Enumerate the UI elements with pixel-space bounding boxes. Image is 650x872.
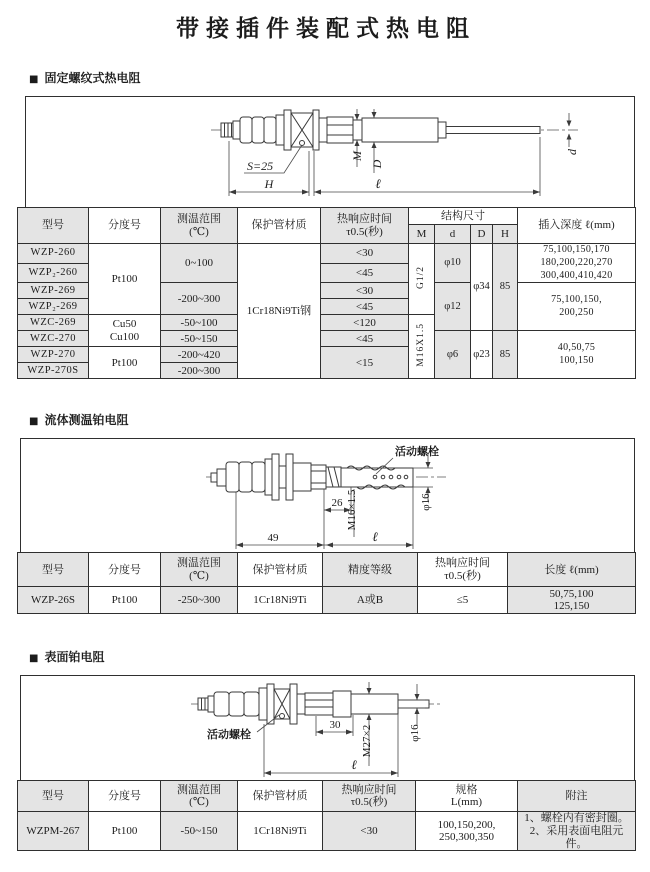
cell-model: WZP-270S (18, 363, 89, 379)
table-fixed-thread (17, 207, 636, 379)
cell-response: ≤5 (418, 587, 508, 614)
probe-body (198, 684, 429, 724)
cell-depth: 75,100,150,170 180,200,220,270 300,400,410,420 (518, 244, 636, 283)
section-heading-text: 固定螺纹式热电阻 (44, 71, 141, 85)
cell-D: φ34 (471, 244, 493, 331)
col-header-range: 测温范围 (℃) (161, 781, 238, 812)
cell-spec: 100,150,200, 250,300,350 (416, 812, 518, 851)
table-row (18, 812, 636, 851)
dim-s25: S=25 (247, 159, 274, 173)
dim-length: ℓ (375, 177, 381, 192)
probe-drawing-1 (26, 97, 634, 207)
cell-graduation: Pt100 (89, 812, 161, 851)
col-header-H: H (493, 225, 518, 244)
cell-model: WZC-270 (18, 331, 89, 347)
cell-response: <30 (321, 283, 409, 299)
dim-d: d (565, 149, 579, 155)
cell-thread-M (409, 315, 435, 379)
table-row (18, 587, 636, 614)
col-header-response: 热响应时间 τ0.5(秒) (418, 553, 508, 587)
cell-H: 85 (493, 244, 518, 331)
dim-49: 49 (267, 532, 279, 545)
datasheet-page (0, 14, 650, 851)
vertical-text: G1/2 (415, 265, 426, 289)
col-header-length: 长度 ℓ(mm) (508, 553, 636, 587)
cell-range: -50~150 (161, 331, 238, 347)
cell-range: -200~300 (161, 283, 238, 315)
section-heading (29, 413, 635, 429)
col-header-range: 测温范围 (℃) (161, 208, 238, 244)
page-title: 带接插件装配式热电阻 (176, 16, 476, 42)
table-surface-platinum (17, 780, 636, 851)
cell-material: 1Cr18Ni9Ti (238, 812, 323, 851)
cell-range: -50~150 (161, 812, 238, 851)
section-heading (29, 71, 635, 87)
cell-d: φ10 (435, 244, 471, 283)
cell-thread-M (409, 244, 435, 315)
cell-material: 1Cr18Ni9Ti钢 (238, 244, 321, 379)
diagram-fluid-platinum (20, 438, 635, 553)
cell-response: <15 (321, 347, 409, 379)
col-header-graduation: 分度号 (89, 781, 161, 812)
dim-M: M (350, 151, 364, 161)
table-row (18, 244, 636, 264)
vertical-text: M16X1.5 (415, 323, 426, 367)
col-header-d: d (435, 225, 471, 244)
cell-graduation: Pt100 (89, 587, 161, 614)
square-bullet-icon: ■ (29, 416, 39, 428)
cell-H: 85 (493, 331, 518, 379)
col-header-graduation: 分度号 (89, 553, 161, 587)
col-header-depth: 插入深度 ℓ(mm) (518, 208, 636, 244)
table-fluid-platinum (17, 552, 636, 614)
col-header-M: M (409, 225, 435, 244)
cell-response: <30 (321, 244, 409, 264)
cell-response: <45 (321, 331, 409, 347)
col-header-response: 热响应时间 τ0.5(秒) (323, 781, 416, 812)
section-heading-text: 流体测温铂电阻 (44, 413, 129, 428)
section-surface-platinum (17, 650, 635, 851)
cell-response: <45 (321, 299, 409, 315)
section-heading (29, 650, 635, 666)
cell-model: WZPM-267 (18, 812, 89, 851)
cell-d: φ12 (435, 283, 471, 331)
col-header-response: 热响应时间 τ0.5(秒) (321, 208, 409, 244)
square-bullet-icon: ■ (29, 653, 39, 665)
dim-26: 26 (331, 497, 343, 510)
cell-D: φ23 (471, 331, 493, 379)
diagram-fixed-thread (25, 96, 635, 208)
cell-d: φ6 (435, 331, 471, 379)
section-fluid-platinum (17, 413, 635, 614)
cell-graduation: Cu50 Cu100 (89, 315, 161, 347)
section-heading-text: 表面铂电阻 (44, 650, 105, 665)
dim-thread: M16×1.5 (346, 490, 358, 531)
square-bullet-icon: ■ (29, 74, 39, 85)
cell-graduation: Pt100 (89, 347, 161, 379)
col-header-model: 型号 (18, 208, 89, 244)
col-header-model: 型号 (18, 553, 89, 587)
cell-range: -200~420 (161, 347, 238, 363)
cell-range: -50~100 (161, 315, 238, 331)
probe-drawing-3 (21, 676, 634, 780)
cell-model: WZP-260 (18, 244, 89, 264)
cell-accuracy: A或B (323, 587, 418, 614)
cell-model: WZP₂-269 (18, 299, 89, 315)
cell-model: WZP-269 (18, 283, 89, 299)
dim-H: H (264, 177, 274, 191)
dim-length: ℓ (372, 530, 378, 546)
cell-model: WZC-269 (18, 315, 89, 331)
dim-thread: M27×2 (361, 725, 373, 758)
label-live-bolt: 活动螺栓 (395, 445, 439, 459)
col-header-graduation: 分度号 (89, 208, 161, 244)
col-header-material: 保护管材质 (238, 208, 321, 244)
cell-range: 0~100 (161, 244, 238, 283)
section-fixed-thread (17, 71, 635, 379)
probe-body (221, 110, 540, 150)
cell-depth: 40,50,75 100,150 (518, 331, 636, 379)
label-live-bolt: 活动螺栓 (207, 728, 251, 742)
probe-body (211, 454, 413, 500)
probe-drawing-2 (21, 439, 634, 552)
col-header-model: 型号 (18, 781, 89, 812)
dim-30: 30 (329, 719, 341, 732)
col-header-D: D (471, 225, 493, 244)
cell-range: -200~300 (161, 363, 238, 379)
cell-length: 50,75,100 125,150 (508, 587, 636, 614)
dim-D: D (370, 159, 384, 169)
diagram-surface-platinum (20, 675, 635, 781)
cell-response: <30 (323, 812, 416, 851)
col-header-accuracy: 精度等级 (323, 553, 418, 587)
col-header-material: 保护管材质 (238, 781, 323, 812)
col-header-material: 保护管材质 (238, 553, 323, 587)
cell-response: <45 (321, 263, 409, 283)
cell-model: WZP₂-260 (18, 263, 89, 283)
cell-range: -250~300 (161, 587, 238, 614)
col-header-note: 附注 (518, 781, 636, 812)
cell-note: 1、螺栓内有密封圈。 2、采用表面电阻元件。 (518, 812, 636, 851)
dim-phi16: φ16 (409, 724, 421, 743)
cell-model: WZP-26S (18, 587, 89, 614)
dim-phi16: φ16 (420, 493, 432, 512)
cell-depth: 75,100,150, 200,250 (518, 283, 636, 331)
dim-length: ℓ (351, 758, 357, 774)
col-header-range: 测温范围 (℃) (161, 553, 238, 587)
col-header-structure: 结构尺寸 (409, 208, 518, 225)
cell-graduation: Pt100 (89, 244, 161, 315)
col-header-spec: 规格 L(mm) (416, 781, 518, 812)
cell-model: WZP-270 (18, 347, 89, 363)
cell-response: <120 (321, 315, 409, 331)
cell-material: 1Cr18Ni9Ti (238, 587, 323, 614)
